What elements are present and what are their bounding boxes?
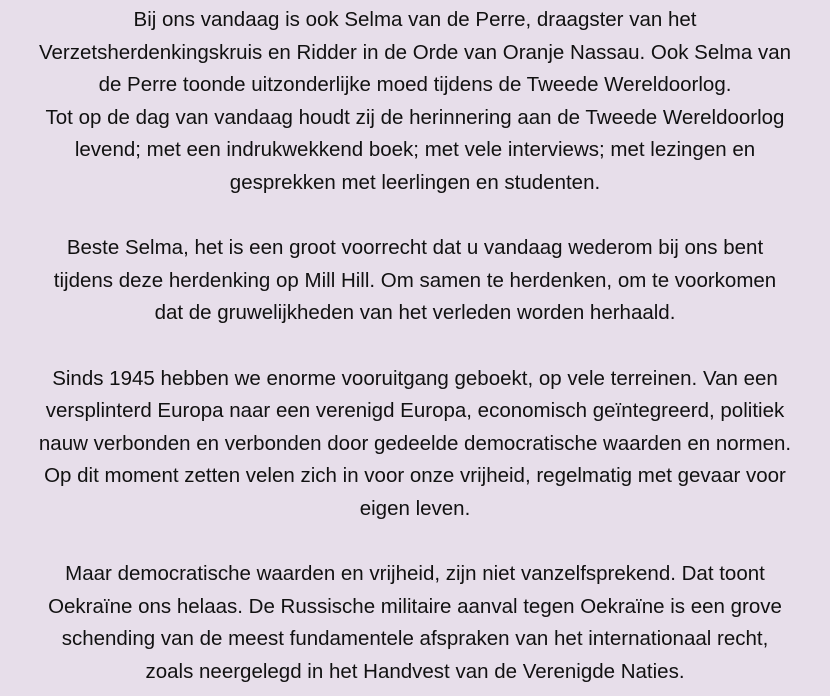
text-line: eigen leven. xyxy=(359,496,471,520)
text-line: Sinds 1945 hebben we enorme vooruitgang geboekt, op vele terreinen. Van een xyxy=(52,366,778,390)
text-line: Beste Selma, het is een groot voorrecht dat u vandaag wederom bij ons bent xyxy=(66,236,764,260)
text-line: schending van de meest fundamentele afspraken van het internationaal recht, xyxy=(61,627,769,651)
paragraph-spacer xyxy=(0,330,830,363)
paragraph-spacer xyxy=(0,200,830,233)
text-line: levend; met een indrukwekkend boek; met vele interviews; met lezingen en xyxy=(74,138,756,162)
paragraph-address-selma xyxy=(0,232,830,330)
text-line: nauw verbonden en verbonden door gedeelde democratische waarden en normen. xyxy=(38,431,792,455)
text-line: versplinterd Europa naar een verenigd Europa, economisch geïntegreerd, politiek xyxy=(45,399,785,423)
text-line: Op dit moment zetten velen zich in voor onze vrijheid, regelmatig met gevaar voor xyxy=(44,464,786,488)
text-line: Bij ons vandaag is ook Selma van de Perre, draagster van het xyxy=(133,8,697,31)
text-line: zoals neergelegd in het Handvest van de Verenigde Naties. xyxy=(145,659,685,683)
paragraph-selma-introduction xyxy=(0,4,830,200)
text-line: Oekraïne ons helaas. De Russische militaire aanval tegen Oekraïne is een grove xyxy=(48,594,782,618)
paragraph-democratic-values xyxy=(0,558,830,688)
text-line: de Perre toonde uitzonderlijke moed tijdens de Tweede Wereldoorlog. xyxy=(98,73,732,97)
paragraph-spacer xyxy=(0,526,830,559)
paragraph-progress-since-1945 xyxy=(0,363,830,526)
text-line: tijdens deze herdenking op Mill Hill. Om samen te herdenken, om te voorkomen xyxy=(53,268,777,292)
text-line: Maar democratische waarden en vrijheid, zijn niet vanzelfsprekend. Dat toont xyxy=(65,562,765,586)
text-line: Verzetsherdenkingskruis en Ridder in de Orde van Oranje Nassau. Ook Selma van xyxy=(38,40,792,64)
text-line: gesprekken met leerlingen en studenten. xyxy=(229,170,601,194)
text-line: dat de gruwelijkheden van het verleden worden herhaald. xyxy=(154,301,676,325)
text-line: Tot op de dag van vandaag houdt zij de herinnering aan de Tweede Wereldoorlog xyxy=(45,105,785,129)
